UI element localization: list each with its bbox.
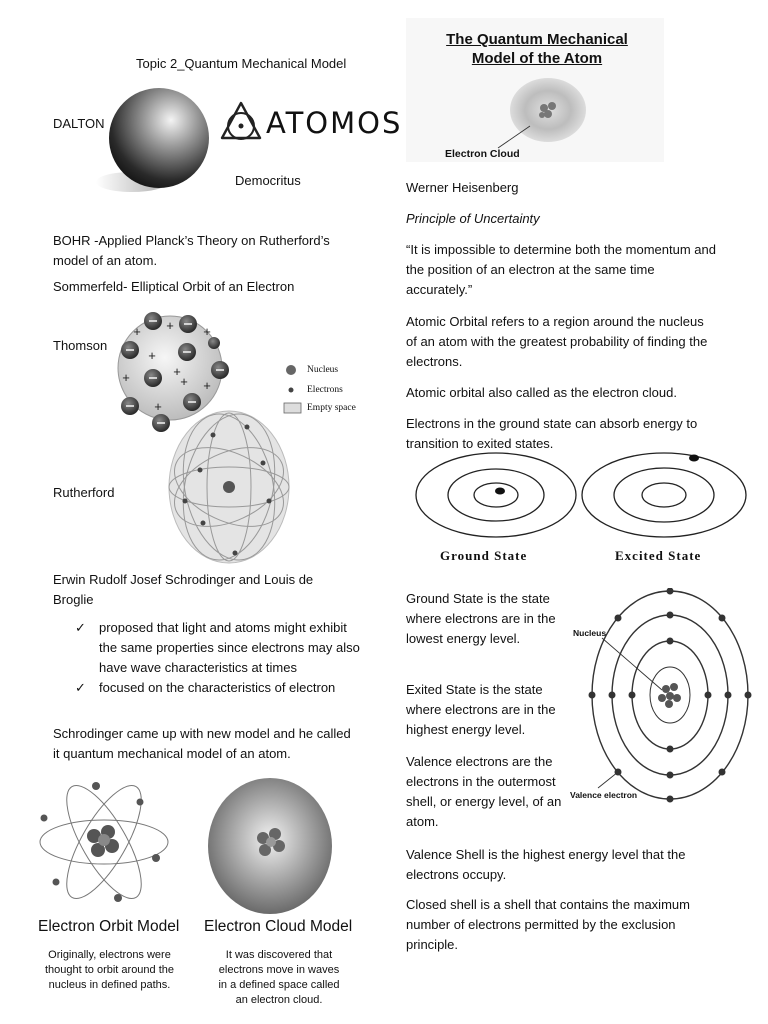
closed-shell-def: Closed shell is a shell that contains the maximum number of electrons permitted by the exclusion principle. xyxy=(406,897,690,952)
check-icon: ✓ xyxy=(75,620,86,635)
bohr-text: BOHR -Applied Planck’s Theory on Rutherford’s model of an atom. xyxy=(53,233,330,268)
legend-nucleus: Nucleus xyxy=(307,365,339,375)
dalton-label: DALTON xyxy=(53,116,105,131)
bullet-item xyxy=(75,678,360,698)
excited-state-label: Excited State xyxy=(615,548,702,563)
atomos-logo-icon xyxy=(218,100,264,146)
schrodinger-bullets xyxy=(75,618,360,698)
exited-state-def: Exited State is the state where electrons are in the highest energy level. xyxy=(406,682,556,737)
svg-text:+: + xyxy=(173,364,181,379)
ground-state-def: Ground State is the state where electrons are in the lowest energy level. xyxy=(406,591,556,646)
rutherford-label: Rutherford xyxy=(53,485,115,500)
heisenberg-text: Werner Heisenberg xyxy=(406,180,519,195)
check-icon: ✓ xyxy=(75,680,86,695)
electron-cloud-model-image xyxy=(205,776,335,916)
schrodinger-heading: Erwin Rudolf Josef Schrodinger and Louis de Broglie xyxy=(53,572,314,607)
atomos-logo-text: ATOMOS xyxy=(266,106,403,140)
valence-electrons-def: Valence electrons are the electrons in the outermost shell, or energy level, of an atom. xyxy=(406,754,562,829)
electron-cloud-model-desc: It was discovered that electrons move in waves in a defined space called an electron cloud. xyxy=(218,949,340,1006)
legend-empty-space: Empty space xyxy=(307,403,356,413)
legend-electrons: Electrons xyxy=(307,385,343,395)
valence-shell-def: Valence Shell is the highest energy level that the electrons occupy. xyxy=(406,847,686,882)
bullet-text: proposed that light and atoms might exhibit the same properties since electrons may also have wave characteristics at times xyxy=(99,620,360,675)
electron-orbit-model-title: Electron Orbit Model xyxy=(38,918,180,935)
svg-text:+: + xyxy=(166,318,174,333)
qm-title-line2: Model of the Atom xyxy=(471,50,603,67)
ground-state-label: Ground State xyxy=(440,548,528,563)
qm-title-line1: The Quantum Mechanical xyxy=(446,31,628,48)
bullet-item xyxy=(75,618,360,678)
valence-shell-diagram xyxy=(570,588,754,806)
rutherford-model-image xyxy=(165,405,295,565)
svg-text:+: + xyxy=(148,348,156,363)
ground-absorb-text: Electrons in the ground state can absorb energy to transition to exited states. xyxy=(406,416,698,451)
qm-electron-cloud-image xyxy=(440,76,600,154)
svg-text:+: + xyxy=(133,324,141,339)
democritus-label: Democritus xyxy=(235,173,301,188)
ground-excited-state-diagram xyxy=(414,450,760,550)
schrodinger-text: Schrodinger came up with new model and he called it quantum mechanical model of an atom. xyxy=(53,726,351,761)
qm-model-title xyxy=(406,30,668,68)
electron-cloud-label: Electron Cloud xyxy=(445,148,520,160)
uncertainty-text: Principle of Uncertainty xyxy=(406,211,540,226)
svg-text:+: + xyxy=(122,370,130,385)
topic-title: Topic 2_Quantum Mechanical Model xyxy=(136,56,347,71)
atomic-orbital-alias: Atomic orbital also called as the electron cloud. xyxy=(406,385,677,400)
svg-text:+: + xyxy=(180,374,188,389)
thomson-label: Thomson xyxy=(53,338,108,353)
svg-text:+: + xyxy=(154,399,162,414)
nucleus-label: Nucleus xyxy=(573,628,607,638)
svg-text:+: + xyxy=(203,324,211,339)
sommerfeld-text: Sommerfeld- Elliptical Orbit of an Electron xyxy=(53,279,295,294)
uncertainty-quote: “It is impossible to determine both the momentum and the position of an electron at the same time accurately.” xyxy=(406,242,716,297)
valence-electron-label: Valence electron xyxy=(570,790,638,800)
electron-cloud-model-title: Electron Cloud Model xyxy=(204,918,353,935)
electron-orbit-model-desc: Originally, electrons were thought to orbit around the nucleus in defined paths. xyxy=(44,949,175,991)
atomic-orbital-def: Atomic Orbital refers to a region around the nucleus of an atom with the greatest probability of finding the electrons. xyxy=(406,314,708,369)
svg-text:+: + xyxy=(203,378,211,393)
bullet-text: focused on the characteristics of electron xyxy=(99,680,336,695)
electron-orbit-model-image xyxy=(36,770,176,910)
dalton-sphere-image xyxy=(96,82,218,194)
